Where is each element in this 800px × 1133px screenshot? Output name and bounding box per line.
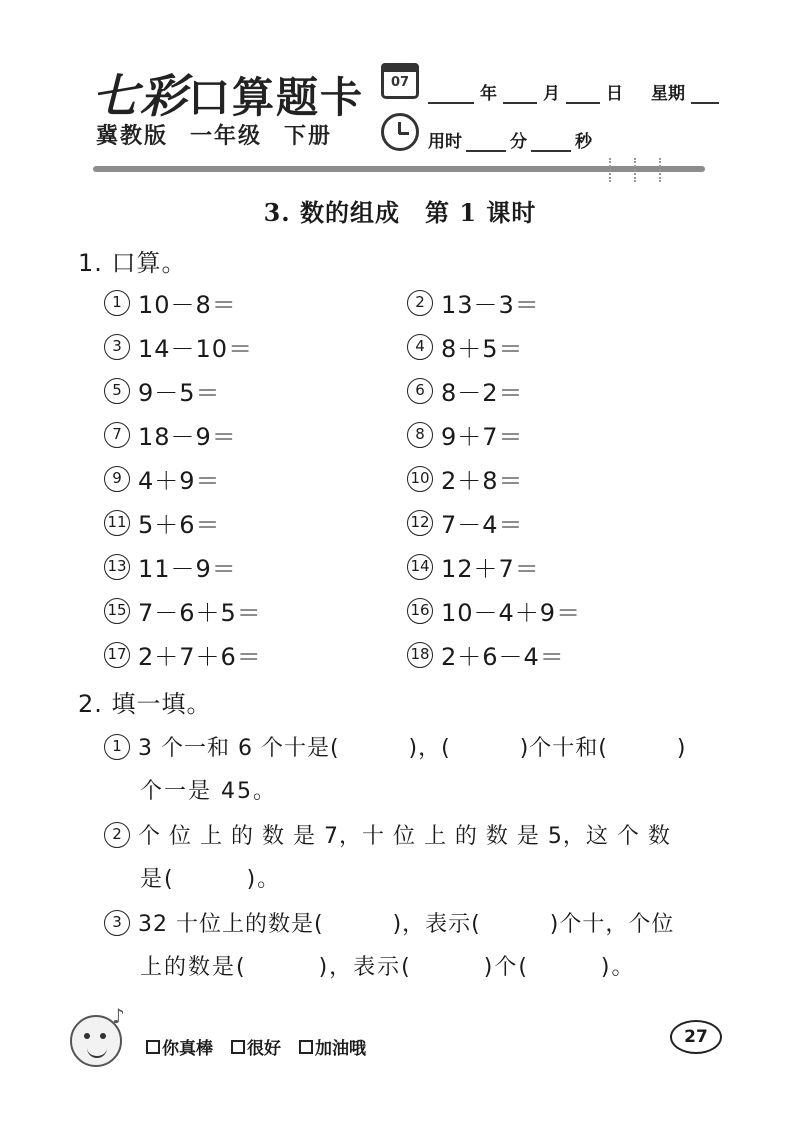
- fill-item-line: 个 位 上 的 数 是 7，十 位 上 的 数 是 5，这 个 数: [138, 824, 671, 849]
- problem-expression: 8＋5＝: [441, 335, 524, 363]
- problem-expression: 13－3＝: [441, 291, 540, 319]
- problem-expression: 2＋8＝: [441, 467, 524, 495]
- oral-problem: [104, 329, 253, 364]
- problem-expression: 12＋7＝: [441, 555, 540, 583]
- checkbox-icon[interactable]: [299, 1040, 313, 1054]
- problem-number: 5: [104, 378, 130, 404]
- weekday-label: 星期: [651, 84, 685, 104]
- calendar-icon: [381, 63, 419, 99]
- problem-expression: 8－2＝: [441, 379, 524, 407]
- day-label: 日: [606, 84, 623, 104]
- problem-number: 16: [407, 598, 433, 624]
- oral-problem: [104, 285, 237, 320]
- oral-problem: [104, 637, 262, 672]
- oral-problem: [104, 549, 237, 584]
- problem-number: 3: [104, 334, 130, 360]
- time-used-label: 用时: [428, 132, 462, 152]
- oral-problem: [407, 593, 581, 628]
- oral-problem: [104, 593, 262, 628]
- problem-number: 17: [104, 642, 130, 668]
- oral-problem: [407, 505, 524, 540]
- edition-info: [96, 119, 332, 150]
- section-1-heading: 1. 口算。: [78, 249, 187, 277]
- oral-problem: [104, 417, 237, 452]
- fill-item-line: 上的数是( )，表示( )个( )。: [140, 955, 636, 980]
- oral-problem: [407, 549, 540, 584]
- problem-number: 18: [407, 642, 433, 668]
- problem-number: 14: [407, 554, 433, 580]
- fill-item: [104, 819, 671, 850]
- problem-number: 6: [407, 378, 433, 404]
- year-blank[interactable]: [428, 86, 474, 104]
- edition-grade: 一年级: [190, 124, 263, 149]
- edition-publisher: 冀教版: [96, 124, 169, 149]
- brand-title: [92, 60, 364, 126]
- oral-problem: [104, 461, 221, 496]
- problem-number: 8: [407, 422, 433, 448]
- fill-item-line: 32 十位上的数是( )，表示( )个十，个位: [138, 912, 675, 937]
- month-blank[interactable]: [503, 86, 537, 104]
- problem-expression: 7－6＋5＝: [138, 599, 262, 627]
- fill-item: [104, 907, 674, 938]
- lesson-title: 3. 数的组成 第 1 课时: [263, 198, 537, 227]
- oral-problem: [407, 285, 540, 320]
- problem-number: 11: [104, 510, 130, 536]
- checkbox-icon[interactable]: [146, 1040, 160, 1054]
- day-blank[interactable]: [566, 86, 600, 104]
- brand-rest: 口算题卡: [188, 73, 365, 122]
- weekday-blank[interactable]: [691, 86, 719, 104]
- problem-number: 2: [407, 290, 433, 316]
- checkbox-icon[interactable]: [231, 1040, 245, 1054]
- rating-option-good[interactable]: [231, 1034, 281, 1059]
- fill-item: [104, 731, 686, 762]
- divider-tick: [634, 158, 640, 182]
- rating-option-keep-going[interactable]: [299, 1034, 366, 1059]
- brand-first: 七彩: [92, 69, 188, 123]
- oral-problem: [104, 373, 221, 408]
- fill-item-number: 3: [104, 910, 130, 936]
- problem-number: 1: [104, 290, 130, 316]
- problem-expression: 10－8＝: [138, 291, 237, 319]
- oral-problem: [407, 637, 565, 672]
- divider-tick: [609, 158, 615, 182]
- problem-expression: 4＋9＝: [138, 467, 221, 495]
- rating-label: 很好: [247, 1039, 281, 1059]
- clock-icon: [381, 113, 419, 151]
- rating-option-great[interactable]: [146, 1034, 213, 1059]
- minute-label: 分: [510, 132, 527, 152]
- oral-problem: [407, 373, 524, 408]
- problem-expression: 14－10＝: [138, 335, 254, 363]
- oral-problem: [104, 505, 221, 540]
- year-label: 年: [480, 84, 497, 104]
- problem-expression: 10－4＋9＝: [441, 599, 582, 627]
- rating-label: 加油哦: [315, 1039, 366, 1059]
- minute-blank[interactable]: [466, 134, 506, 152]
- problem-expression: 9＋7＝: [441, 423, 524, 451]
- music-note-icon: ♪: [112, 1004, 125, 1028]
- divider-tick: [659, 158, 665, 182]
- date-line: [428, 79, 719, 104]
- fill-item-line: 个一是 45。: [140, 779, 277, 804]
- problem-expression: 2＋7＋6＝: [138, 643, 262, 671]
- calendar-day: 07: [390, 75, 410, 90]
- fill-item-line: 3 个一和 6 个十是( )，( )个十和( ): [138, 736, 687, 761]
- problem-number: 13: [104, 554, 130, 580]
- oral-problem: [407, 329, 524, 364]
- time-line: [428, 127, 592, 152]
- month-label: 月: [543, 84, 560, 104]
- problem-number: 12: [407, 510, 433, 536]
- problem-number: 7: [104, 422, 130, 448]
- problem-expression: 9－5＝: [138, 379, 221, 407]
- problem-number: 4: [407, 334, 433, 360]
- rating-label: 你真棒: [162, 1039, 213, 1059]
- fill-item-number: 2: [104, 822, 130, 848]
- second-label: 秒: [575, 132, 592, 152]
- problem-expression: 5＋6＝: [138, 511, 221, 539]
- fill-item-number: 1: [104, 734, 130, 760]
- problem-expression: 2＋6－4＝: [441, 643, 565, 671]
- problem-number: 10: [407, 466, 433, 492]
- oral-problem: [407, 461, 524, 496]
- oral-problem: [407, 417, 524, 452]
- rating-options: [146, 1034, 366, 1059]
- page-number: 27: [670, 1020, 722, 1054]
- section-2-heading: 2. 填一填。: [78, 690, 212, 718]
- problem-expression: 18－9＝: [138, 423, 237, 451]
- second-blank[interactable]: [531, 134, 571, 152]
- problem-expression: 7－4＝: [441, 511, 524, 539]
- problem-number: 9: [104, 466, 130, 492]
- problem-number: 15: [104, 598, 130, 624]
- fill-item-line: 是( )。: [140, 867, 282, 892]
- problem-expression: 11－9＝: [138, 555, 237, 583]
- edition-volume: 下册: [284, 124, 333, 149]
